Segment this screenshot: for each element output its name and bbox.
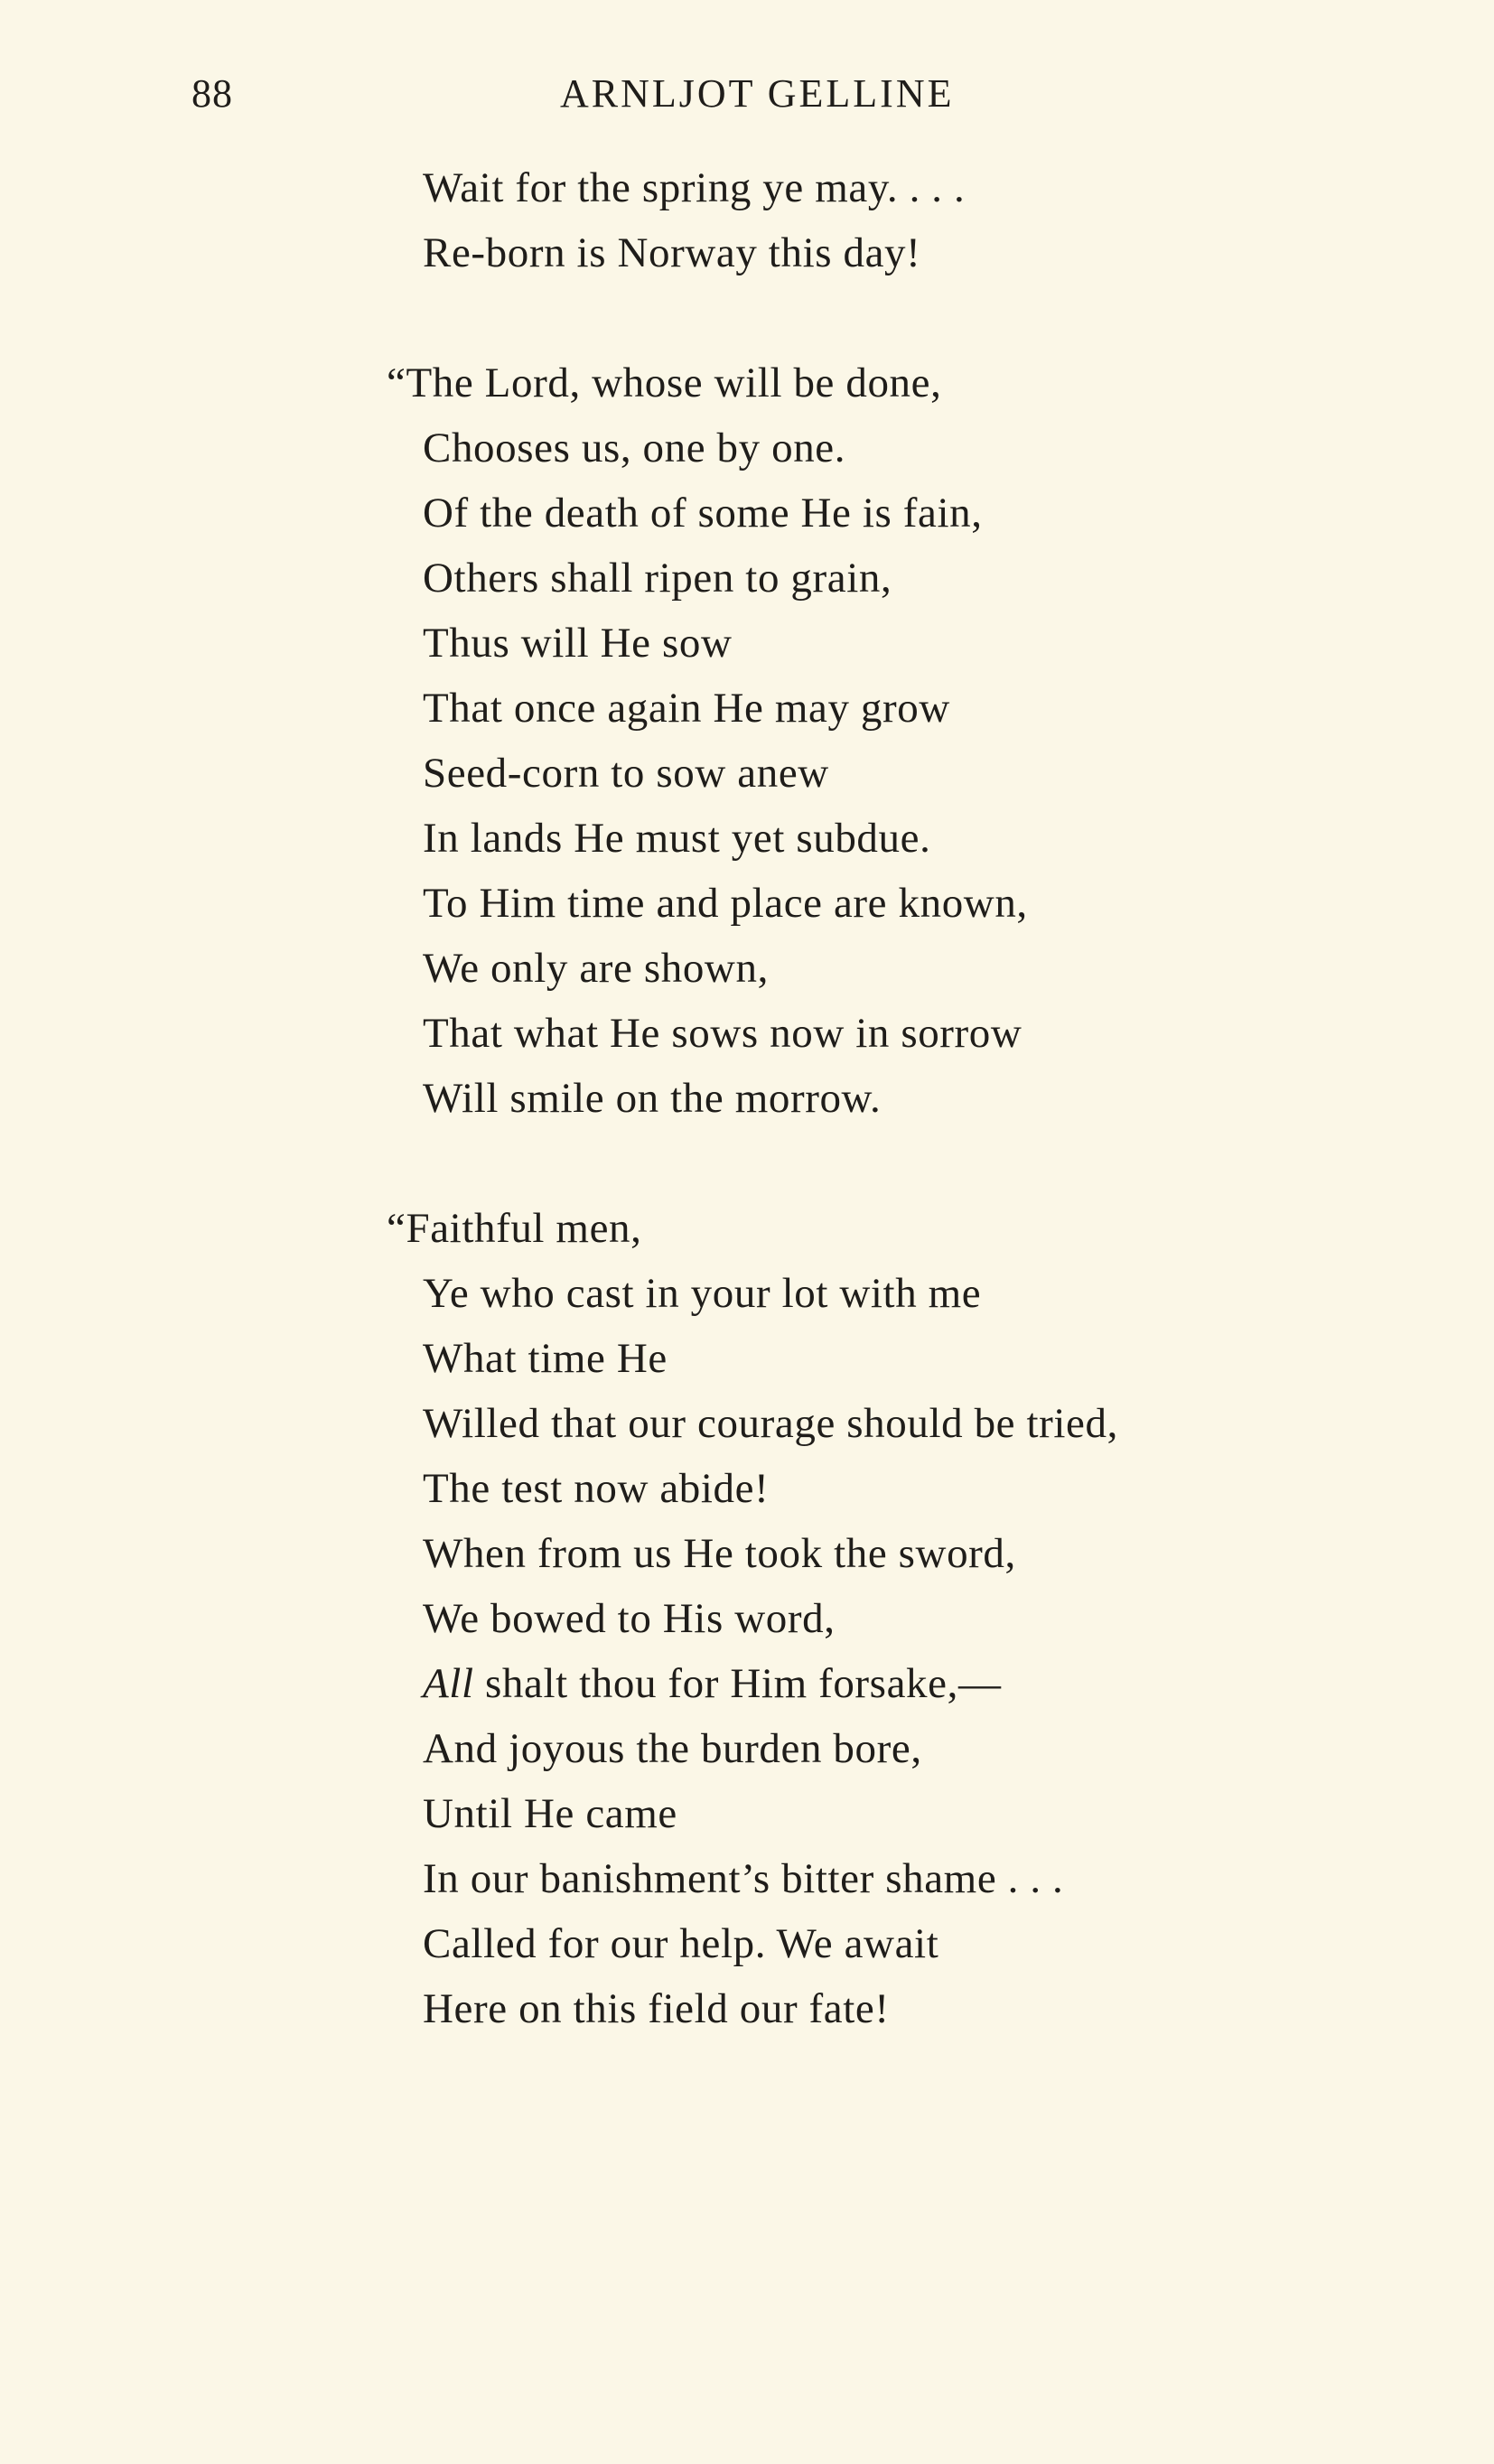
- poem-line: Re-born is Norway this day!: [423, 229, 921, 276]
- poem-line: “The Lord, whose will be done,: [387, 359, 942, 406]
- page-number: 88: [191, 71, 233, 116]
- poem-line: That once again He may grow: [423, 685, 950, 732]
- poem-line: Wait for the spring ye may. . . .: [423, 164, 966, 211]
- poem-line: What time He: [423, 1335, 668, 1382]
- poem-line: When from us He took the sword,: [423, 1530, 1016, 1577]
- poem-line: We bowed to His word,: [423, 1595, 836, 1642]
- poem-line: “Faithful men,: [387, 1205, 642, 1252]
- poem-line: We only are shown,: [423, 945, 769, 992]
- poem-line: Ye who cast in your lot with me: [423, 1270, 982, 1317]
- page-header: [0, 70, 1494, 125]
- poem-line: Of the death of some He is fain,: [423, 490, 983, 537]
- poem-line: Willed that our courage should be tried,: [423, 1400, 1118, 1447]
- poem-line: Others shall ripen to grain,: [423, 555, 892, 602]
- poem-line: In our banishment’s bitter shame . . .: [423, 1855, 1064, 1902]
- poem-line: And joyous the burden bore,: [423, 1725, 922, 1772]
- stanza-2: [387, 350, 1461, 1131]
- stanza-3: [387, 1196, 1461, 2041]
- poem-line: Here on this field our fate!: [423, 1985, 890, 2032]
- line-remainder: shalt thou for Him forsake,—: [473, 1660, 1002, 1707]
- poem-line: Chooses us, one by one.: [423, 425, 846, 471]
- poem-line: To Him time and place are known,: [423, 880, 1028, 927]
- poem-line: That what He sows now in sorrow: [423, 1010, 1022, 1057]
- running-title: ARNLJOT GELLINE: [560, 71, 955, 116]
- poem-line: Called for our help. We await: [423, 1920, 939, 1967]
- poem-line: Will smile on the morrow.: [423, 1075, 882, 1122]
- poem-line: The test now abide!: [423, 1465, 770, 1512]
- poem-line: In lands He must yet subdue.: [423, 815, 931, 862]
- poem-line-italic-lead: [423, 1651, 1461, 1716]
- poem-line: Until He came: [423, 1790, 677, 1837]
- stanza-1: [423, 155, 1461, 285]
- poem-text: [387, 155, 1461, 2041]
- poem-line: Thus will He sow: [423, 620, 733, 667]
- italic-word: All: [423, 1660, 474, 1707]
- poem-line: Seed-corn to sow anew: [423, 750, 829, 797]
